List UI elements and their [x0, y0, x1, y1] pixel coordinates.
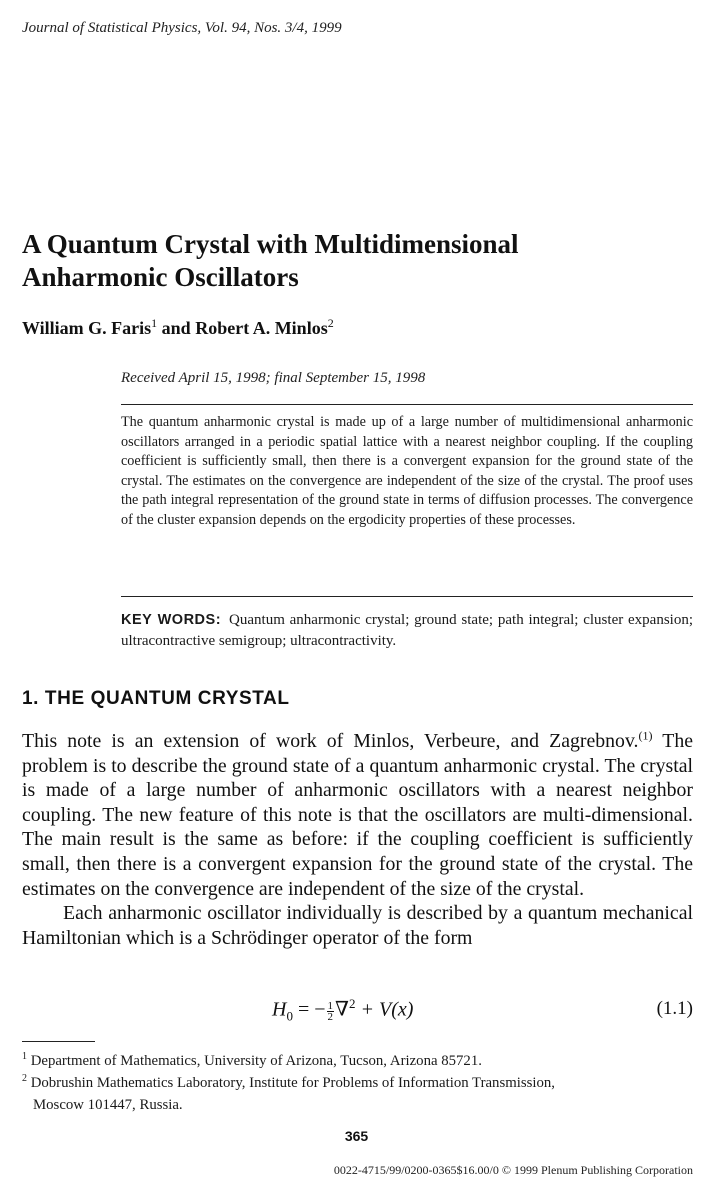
copyright-line: 0022-4715/99/0200-0365$16.00/0 © 1999 Plenum Publishing Corporation [333, 1163, 693, 1177]
eq-frac-denominator: 2 [327, 1010, 334, 1023]
footnote-1 [22, 1051, 694, 1072]
keywords-text: Quantum anharmonic crystal; ground state; path integral; cluster expansion; ultracontractive semigroup; ultracontractivity. [121, 612, 693, 649]
keywords [121, 610, 693, 652]
equation-number: (1.1) [656, 998, 693, 1019]
footnote-2-continuation: Moscow 101447, Russia. [33, 1097, 183, 1113]
paragraph-1 [22, 729, 693, 901]
paper-title [22, 228, 692, 294]
title-line-1: A Quantum Crystal with Multidimensional [22, 229, 519, 259]
footnote-rule [22, 1041, 95, 1042]
affiliation-mark-1: 1 [151, 316, 158, 330]
author-minlos: Robert A. Minlos [195, 318, 328, 338]
eq-nabla-superscript: 2 [348, 996, 356, 1011]
author-conjunction: and [157, 318, 196, 338]
eq-frac-numerator: 1 [327, 999, 334, 1012]
received-dates: Received April 15, 1998; final September 15, 1998 [121, 370, 426, 386]
eq-nabla: ∇ [335, 998, 349, 1021]
paragraph-1-rest: The problem is to describe the ground state of a quantum anharmonic crystal. The crystal is made of a large number of anharmonic oscillators with a nearest neighbor coupling. The new feature of this note is that the oscillators are multi-dimensional. The main result is the same as before: if the coupling coefficient is sufficiently small, then there is a convergent expansion for the ground state of the crystal. The estimates on the convergence are independent of the size of the crystal. [22, 730, 693, 900]
footnote-1-mark: 1 [22, 1051, 27, 1063]
paragraph-2: Each anharmonic oscillator individually is described by a quantum mechanical Hamiltonian which is a Schrödinger operator of the form [22, 902, 693, 949]
paragraph-1-start: This note is an extension of work of Minlos, Verbeure, and Zagrebnov. [22, 730, 639, 752]
eq-fraction [327, 1001, 335, 1022]
eq-lhs: H [272, 998, 287, 1021]
footnote-2 [22, 1073, 694, 1094]
running-head: Journal of Statistical Physics, Vol. 94, Nos. 3/4, 1999 [22, 20, 342, 36]
section-body [22, 729, 693, 950]
author-faris: William G. Faris [22, 318, 152, 338]
footnote-1-text: Department of Mathematics, University of Arizona, Tucson, Arizona 85721. [27, 1053, 482, 1069]
citation-ref: (1) [638, 728, 653, 743]
author-list [22, 318, 334, 339]
abstract-bottom-rule [121, 596, 693, 597]
section-heading: 1. THE QUANTUM CRYSTAL [22, 688, 290, 709]
eq-potential: + V(x) [355, 998, 414, 1021]
eq-equals-minus: = − [292, 998, 326, 1021]
page-number: 365 [344, 1128, 369, 1144]
footnote-2-text: Dobrushin Mathematics Laboratory, Institute for Problems of Information Transmission, [27, 1075, 555, 1091]
abstract-top-rule [121, 404, 693, 405]
affiliation-mark-2: 2 [327, 316, 334, 330]
keywords-label: KEY WORDS: [121, 612, 222, 628]
eq-lhs-subscript: 0 [286, 1008, 293, 1024]
title-line-2: Anharmonic Oscillators [22, 262, 299, 292]
abstract: The quantum anharmonic crystal is made up of a large number of multidimensional anharmonic oscillators arranged in a periodic spatial lattice with a nearest neighbor coupling. If the coupling coefficient is sufficiently small, then there is a convergent expansion for the ground state of the crystal. The estimates on the convergence are independent of the size of the crystal. The proof uses the path integral representation of the ground state in terms of diffusion processes. The convergence of the cluster expansion depends on the ergodicity properties of these processes. [121, 414, 693, 528]
equation-1-1 [272, 996, 413, 1025]
footnote-2-mark: 2 [22, 1073, 27, 1085]
